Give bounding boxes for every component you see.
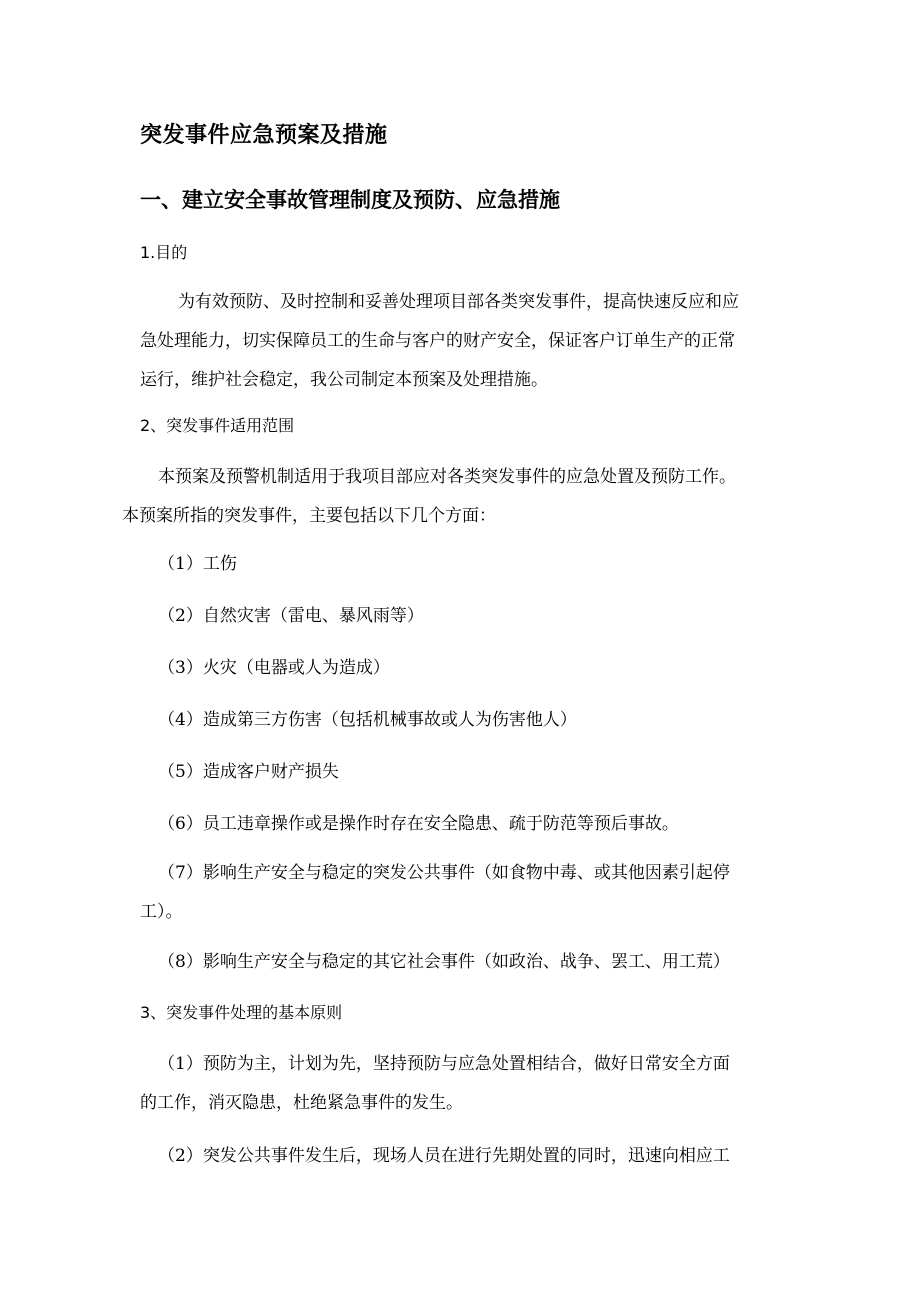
scope-item-4: （4）造成第三方伤害（包括机械事故或人为伤害他人） [158,710,577,730]
purpose-paragraph-line-1: 为有效预防、及时控制和妥善处理项目部各类突发事件，提高快速反应和应 [178,292,739,312]
scope-item-3: （3）火灾（电器或人为造成） [158,658,390,678]
scope-item-6: （6）员工违章操作或是操作时存在安全隐患、疏于防范等预后事故。 [158,814,679,834]
scope-item-2: （2）自然灾害（雷电、暴风雨等） [158,606,424,626]
purpose-paragraph-line-3: 运行，维护社会稳定，我公司制定本预案及处理措施。 [140,370,548,390]
scope-paragraph-line-1: 本预案及预警机制适用于我项目部应对各类突发事件的应急处置及预防工作。 [158,467,736,487]
scope-item-5: （5）造成客户财产损失 [158,762,339,782]
document-title: 突发事件应急预案及措施 [140,123,388,148]
scope-paragraph-line-2: 本预案所指的突发事件，主要包括以下几个方面： [122,506,496,526]
subsection-heading-scope: 2、突发事件适用范围 [140,416,295,435]
scope-item-8: （8）影响生产安全与稳定的其它社会事件（如政治、战争、罢工、用工荒） [158,952,730,972]
principle-1-line-1: （1）预防为主，计划为先，坚持预防与应急处置相结合，做好日常安全方面 [158,1054,730,1074]
subsection-heading-purpose: 1.目的 [140,243,188,262]
scope-item-7-line-2: 工）。 [140,902,183,922]
purpose-paragraph-line-2: 急处理能力，切实保障员工的生命与客户的财产安全，保证客户订单生产的正常 [140,331,735,351]
principle-2-line-1: （2）突发公共事件发生后，现场人员在进行先期处置的同时，迅速向相应工 [158,1146,730,1166]
subsection-heading-principles: 3、突发事件处理的基本原则 [140,1003,343,1022]
principle-1-line-2: 的工作，消灭隐患，杜绝紧急事件的发生。 [140,1093,463,1113]
section-heading-1: 一、建立安全事故管理制度及预防、应急措施 [140,188,560,212]
scope-item-7-line-1: （7）影响生产安全与稳定的突发公共事件（如食物中毒、或其他因素引起停 [158,863,730,883]
scope-item-1: （1）工伤 [158,554,237,574]
